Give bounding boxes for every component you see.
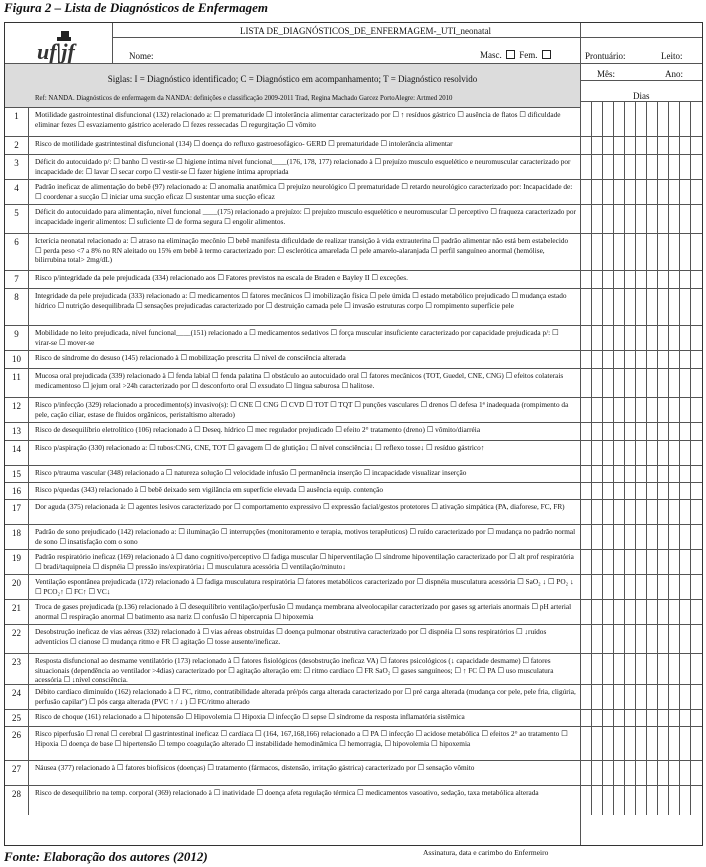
diagnosis-text: Déficit do autocuidado p/: ☐ banho ☐ vestir-se ☐ higiene íntima nível funcional____(176, 178, 177) relacionado à ☐ prejuízo musculo esquelético e neuromuscular caracterizado por incapacidade de: ☐ lavar ☐ secar corpo ☐ vestir-se ☐ fazer higiene íntima apropriada	[35, 157, 571, 176]
diagnosis-row	[5, 107, 580, 136]
diagnosis-text: Risco p/integridade da pele prejudicada (334) relacionado aos ☐ Fatores previstos na escala de Braden e Bayley II ☐ exceções.	[35, 273, 408, 282]
grid-row-line	[580, 288, 702, 289]
logo-text: uf|jf	[37, 39, 75, 63]
day-cell[interactable]	[591, 101, 602, 107]
day-cell[interactable]	[657, 101, 668, 107]
masc-checkbox[interactable]	[506, 50, 515, 59]
grid-row-line	[580, 574, 702, 575]
grid-row-line	[580, 325, 702, 326]
day-cell[interactable]	[646, 101, 657, 107]
diagnosis-number: 19	[5, 550, 29, 574]
header-divider	[112, 37, 702, 38]
diagnosis-row	[5, 482, 580, 499]
list-title: LISTA DE_DIAGNÓSTICOS_DE_ENFERMAGEM-_UTI_neonatal	[240, 26, 492, 36]
diagnosis-number: 22	[5, 625, 29, 653]
diagnosis-text: Risco p/trauma vascular (348) relacionado a ☐ natureza solução ☐ velocidade infusão ☐ permanência inserção ☐ incapacidade visualizar inserção	[35, 468, 467, 477]
diagnosis-row	[5, 397, 580, 422]
diagnosis-number: 8	[5, 289, 29, 325]
grid-row-line	[580, 549, 702, 550]
grid-row-line	[580, 204, 702, 205]
grid-row-line	[580, 524, 702, 525]
diagnosis-row	[5, 204, 580, 233]
diagnosis-text: Dor aguda (375) relacionada à: ☐ agentes lesivos caracterizado por ☐ comportamento expressivo ☐ expressão facial/gestos protetores ☐ ativação simpática (PA, diaforese, FC, FR)	[35, 502, 565, 511]
diagnosis-row	[5, 624, 580, 653]
reference-text: Ref: NANDA. Diagnósticos de enfermagem da NANDA: definições e classificação 2009-2011 Trad, Regina Machado Garcez PortoAlegre: Artmed 2010	[35, 95, 453, 102]
grid-row-line	[580, 368, 702, 369]
diagnosis-text: Resposta disfuncional ao desmame ventilatório (173) relacionado à ☐ fatores fisiológicos (desobstrução ineficaz VA) ☐ fatores psicológicos (↓ capacidade desmame) ☐ fatores situacionais (dependência ao ventilador >4dias) caracterizado por ☐ agitação alteração em: ☐ ritmo cardíaco ☐ FR SaO₂ ☐ gases sanguíneos; ☐ ↑ FC ☐ PA ☐ uso musculatura acessória ☐ ↓nível consciência.	[35, 656, 554, 685]
day-column-line	[646, 101, 647, 815]
diagnosis-text: Padrão respiratório ineficaz (169) relacionado à ☐ dano cognitivo/perceptivo ☐ fadiga muscular ☐ hiperventilação ☐ síndrome hipoventilação caracterizado por ☐ alt prof respiratória ☐ bradi/taquipneia ☐ dispnéia ☐ pressão ins/expiratória↓ ☐ musculatura acessória ☐ ventilação/minuto↓	[35, 552, 574, 571]
diagnosis-number: 27	[5, 761, 29, 785]
grid-row-line	[580, 709, 702, 710]
diagnosis-number: 28	[5, 786, 29, 815]
day-cell[interactable]	[690, 101, 701, 107]
diagnosis-text: Desobstrução ineficaz de vias aéreas (332) relacionado à ☐ vias aéreas obstruídas ☐ doença pulmonar obstrutiva caracterizado por ☐ dispnéia ☐ sons respiratórios ☐ ↓ruídos adventícios ☐ cianose ☐ mudança ritmo e FR ☐ agitação ☐ tosse ausente/ineficaz.	[35, 627, 547, 646]
grid-row-line	[580, 350, 702, 351]
day-cell[interactable]	[635, 101, 646, 107]
diagnosis-number: 24	[5, 685, 29, 709]
day-column-line	[679, 101, 680, 815]
diagnosis-text: Mobilidade no leito prejudicada, nível funcional____(151) relacionado a ☐ medicamentos sedativos ☐ força muscular insuficiente caracterizado por capacidade prejudicada p/: ☐ virar-se ☐ mover-se	[35, 328, 559, 347]
grid-row-line	[580, 726, 702, 727]
diagnosis-number: 17	[5, 500, 29, 524]
grid-row-line	[580, 482, 702, 483]
header-divider	[580, 80, 702, 81]
day-cell[interactable]	[668, 101, 679, 107]
diagnosis-row	[5, 465, 580, 482]
diagnosis-number: 14	[5, 441, 29, 465]
day-cell[interactable]	[624, 101, 635, 107]
figure-title: Figura 2 – Lista de Diagnósticos de Enfermagem	[4, 0, 268, 15]
diagnosis-row	[5, 653, 580, 684]
leito-label: Leito:	[661, 51, 683, 61]
siglas-band	[5, 64, 580, 107]
diagnosis-row	[5, 179, 580, 204]
day-column-line	[624, 101, 625, 815]
diagnosis-text: Risco p/aspiração (330) relacionado a: ☐ tubos:CNG, CNE, TOT ☐ gavagem ☐ de glutição↓ ☐ nível consciência↓ ☐ reflexo tosse↓ ☐ resíduo gástrico↑	[35, 443, 485, 452]
diagnosis-text: Ventilação espontânea prejudicada (172) relacionado à ☐ fadiga musculatura respiratória ☐ fatores metabólicos caracterizado por ☐ dispnéia musculatura acessória ☐ SaO₂ ↓ ☐ PO₂ ↓ ☐ PCO₂↑ ☐ FC↑ ☐ VC↓	[35, 577, 574, 596]
grid-row-line	[580, 785, 702, 786]
day-column-line	[690, 101, 691, 815]
diagnosis-text: Náusea (377) relacionado à ☐ fatores biofísicos (doenças) ☐ tratamento (fármacos, distensão, irritação gástrica) caracterizado por ☐ sensação vômito	[35, 763, 475, 772]
diagnosis-number: 26	[5, 727, 29, 760]
fem-label: Fem.	[519, 50, 538, 60]
diagnosis-row	[5, 350, 580, 368]
diagnosis-number: 25	[5, 710, 29, 726]
ano-label: Ano:	[665, 69, 683, 79]
diagnosis-row	[5, 422, 580, 440]
signature-label: Assinatura, data e carimbo do Enfermeiro	[423, 848, 549, 857]
sex-selector	[480, 50, 553, 60]
diagnosis-text: Risco p/quedas (343) relacionado à ☐ bebê deixado sem vigilância em superfície elevada ☐ ausência equip. contenção	[35, 485, 383, 494]
grid-row-line	[580, 270, 702, 271]
diagnosis-text: Déficit do autocuidado para alimentação, nível funcional ____(175) relacionado a prejuízo: ☐ prejuízo musculo esquelético e neuromuscular ☐ perceptivo ☐ fraqueza caracterizado por incapacidade ingerir alimentos: ☐ suficiente ☐ de forma segura ☐ engolir alimentos.	[35, 207, 576, 226]
diagnosis-text: Padrão de sono prejudicado (142) relacionado a: ☐ iluminação ☐ interrupções (monitoramento e terapia, motivos terapêuticos) ☐ ruído caracterizado por ☐ mudança no padrão normal de sono ☐ insatisfação com o sono	[35, 527, 576, 546]
diagnosis-row	[5, 233, 580, 270]
diagnosis-number: 12	[5, 398, 29, 422]
diagnosis-text: Risco de síndrome do desuso (145) relacionado à ☐ mobilização prescrita ☐ nível de consciência alterada	[35, 353, 346, 362]
diagnosis-number: 21	[5, 600, 29, 624]
diagnosis-number: 16	[5, 483, 29, 499]
diagnosis-number: 20	[5, 575, 29, 599]
grid-row-line	[580, 233, 702, 234]
day-cell[interactable]	[613, 101, 624, 107]
day-column-line	[657, 101, 658, 815]
diagnosis-number: 9	[5, 326, 29, 350]
diagnosis-text: Mucosa oral prejudicada (339) relacionado à ☐ fenda labial ☐ fenda palatina ☐ obstáculo ao autocuidado oral ☐ fatores mecânicos (TOT, Guedel, CNE, CNG) ☐ efeitos colaterais medicamentoso ☐ jejum oral >24h caracterizado por ☐ desconforto oral ☐ exsudato ☐ língua saburosa ☐ halitose.	[35, 371, 564, 390]
diagnosis-text: Icterícia neonatal relacionado a: ☐ atraso na eliminação mecônio ☐ bebê manifesta dificuldade de realizar transição à vida extrauterina ☐ padrão alimentar não está bem estabelecido ☐ perda peso <7 a 8% no RN aleitado ou 15% em bebê à termo caracterizado por: ☐ esclerótica amarelada ☐ pele amarelo-alaranjada ☐ perfil sanguíneo anormal (hemólise, bilirrubina total> 2mg/dL)	[35, 236, 569, 265]
diagnosis-row	[5, 524, 580, 549]
diagnosis-text: Padrão ineficaz de alimentação do bebê (97) relacionado a: ☐ anomalia anatômica ☐ prejuízo neurológico ☐ prematuridade ☐ retardo neurológico caracterizado por: Incapacidade de: ☐ coordenar a sucção ☐ iniciar uma sucção eficaz ☐ sustentar uma sucção eficaz	[35, 182, 573, 201]
diagnosis-text: Integridade da pele prejudicada (333) relacionado a: ☐ medicamentos ☐ fatores mecânicos ☐ imobilização física ☐ pele úmida ☐ estado metabólico prejudicado ☐ mudança estado hídrico ☐ nutrição desequilibrada ☐ sensações prejudicadas caracterizado por ☐ destruição camada pele ☐ invasão estruturas corpo ☐ rompimento superfície pele	[35, 291, 567, 310]
grid-row-line	[580, 179, 702, 180]
diagnosis-text: Motilidade gastrointestinal disfuncional (132) relacionado a: ☐ prematuridade ☐ intolerância alimentar caracterizado por ☐ ↑ resíduos gástrico ☐ ausência de flatos ☐ dificuldade eliminar fezes ☐ esvaziamento gástrico acelerado ☐ fezes ressecadas ☐ regurgitação ☐ vômito	[35, 110, 561, 129]
diagnosis-row	[5, 154, 580, 179]
diagnosis-text: Risco de desequilíbrio na temp. corporal (369) relacionado à ☐ inatividade ☐ doença afeta regulação térmica ☐ medicamentos vasoativo, sedação, taxa metabólica alterada	[35, 788, 539, 797]
grid-row-line	[580, 422, 702, 423]
diagnosis-row	[5, 288, 580, 325]
masc-label: Masc.	[480, 50, 502, 60]
diagnosis-text: Débito cardíaco diminuído (162) relacionado à ☐ FC, ritmo, contratibilidade alterada pré/pós carga alterada caracterizado por ☐ pré carga alterada (mudança cor pele, pele fria, cligúria, perfusão capilar") ☐ pós carga alterada (PVC ↑ / ↓ ) ☐ FC/ritmo alterado	[35, 687, 576, 706]
grid-row-line	[580, 440, 702, 441]
diagnosis-row	[5, 270, 580, 288]
figure-source: Fonte: Elaboração dos autores (2012)	[4, 849, 208, 864]
diagnosis-number: 7	[5, 271, 29, 288]
diagnosis-number: 13	[5, 423, 29, 440]
day-cell[interactable]	[602, 101, 613, 107]
diagnosis-number: 15	[5, 466, 29, 482]
grid-row-line	[580, 599, 702, 600]
diagnosis-row	[5, 684, 580, 709]
diagnosis-text: Risco piperfusão ☐ renal ☐ cerebral ☐ gastrintestinal ineficaz ☐ cardíaca ☐ (164, 167,168,166) relacionado a ☐ PA ☐ infecção ☐ acidose metabólica ☐ efeitos 2° ao tratamento ☐ Hipoxia ☐ doença de base ☐ hipertensão ☐ tempo coagulação alterado ☐ instabilidade hemodinâmica ☐ hemorragia, ☐ hipovolemia ☐ hipoxemia	[35, 729, 568, 748]
diagnosis-text: Risco de desequilíbrio eletrolítico (106) relacionado à ☐ Deseq. hídrico ☐ mec regulador prejudicado ☐ efeito 2° tratamento (dreno) ☐ vômito/diarréia	[35, 425, 481, 434]
mes-label: Mês:	[597, 69, 615, 79]
diagnosis-text: Risco de choque (161) relacionado a ☐ hipotensão ☐ Hipovolemia ☐ Hipoxia ☐ infecção ☐ sepse ☐ síndrome da resposta inflamatória sistêmica	[35, 712, 465, 721]
grid-row-line	[580, 499, 702, 500]
dias-label: Dias	[633, 91, 650, 101]
diagnosis-row	[5, 549, 580, 574]
diagnosis-text: Troca de gases prejudicada (p.136) relacionado à ☐ desequilíbrio ventilação/perfusão ☐ mudança membrana alveolocapilar caracterizado por gases sg arteriais anormais ☐ pH arterial anormal ☐ respiração anormal ☐ batimento asa nariz ☐ confusão ☐ hipercapnia ☐ hipoxemia	[35, 602, 572, 621]
diagnosis-row	[5, 726, 580, 760]
fem-checkbox[interactable]	[542, 50, 551, 59]
diagnosis-row	[5, 499, 580, 524]
day-column-line	[668, 101, 669, 815]
diagnosis-row	[5, 599, 580, 624]
diagnosis-row	[5, 136, 580, 154]
diagnosis-number: 2	[5, 137, 29, 154]
diagnosis-number: 5	[5, 205, 29, 233]
day-column-line	[613, 101, 614, 815]
header-divider	[112, 23, 113, 63]
grid-row-line	[580, 154, 702, 155]
diagnosis-number: 6	[5, 234, 29, 270]
diagnosis-row	[5, 368, 580, 397]
grid-row-line	[580, 760, 702, 761]
diagnosis-text: Risco p/infecção (329) relacionado a procedimento(s) invasivo(s): ☐ CNE ☐ CNG ☐ CVD ☐ TOT ☐ TQT ☐ punções vasculares ☐ drenos ☐ defesa 1ª inadequada (rompimento da pele, cação ciliar, estase de fluidos orgânicos, peristaltismo alterado)	[35, 400, 569, 419]
day-cell[interactable]	[580, 101, 591, 107]
grid-row-line	[580, 624, 702, 625]
day-cell[interactable]	[679, 101, 690, 107]
diagnosis-number: 10	[5, 351, 29, 368]
day-column-line	[591, 101, 592, 815]
diagnosis-row	[5, 760, 580, 785]
diagnosis-number: 11	[5, 369, 29, 397]
day-column-line	[602, 101, 603, 815]
day-grid	[580, 123, 702, 831]
diagnosis-number: 4	[5, 180, 29, 204]
siglas-text: Siglas: I = Diagnóstico identificado; C = Diagnóstico em acompanhamento; T = Diagnóstico resolvido	[107, 74, 478, 84]
grid-row-line	[580, 684, 702, 685]
prontuario-label: Prontuário:	[585, 51, 626, 61]
ufjf-logo	[35, 29, 95, 63]
diagnosis-row	[5, 785, 580, 815]
diagnosis-row	[5, 440, 580, 465]
grid-row-line	[580, 465, 702, 466]
diagnosis-number: 3	[5, 155, 29, 179]
diagnosis-number: 18	[5, 525, 29, 549]
diagnosis-row	[5, 709, 580, 726]
day-column-line	[635, 101, 636, 815]
diagnosis-number: 23	[5, 654, 29, 684]
name-label: Nome:	[129, 51, 154, 61]
diagnosis-number: 1	[5, 108, 29, 136]
grid-row-line	[580, 397, 702, 398]
diagnosis-text: Risco de motilidade gastrintestinal disfuncional (134) ☐ doença do refluxo gastroesofágico- GERD ☐ prematuridade ☐ intolerância alimentar	[35, 139, 453, 148]
diagnosis-row	[5, 325, 580, 350]
diagnosis-row	[5, 574, 580, 599]
diagnosis-form	[4, 22, 703, 846]
grid-row-line	[580, 653, 702, 654]
grid-row-line	[580, 136, 702, 137]
